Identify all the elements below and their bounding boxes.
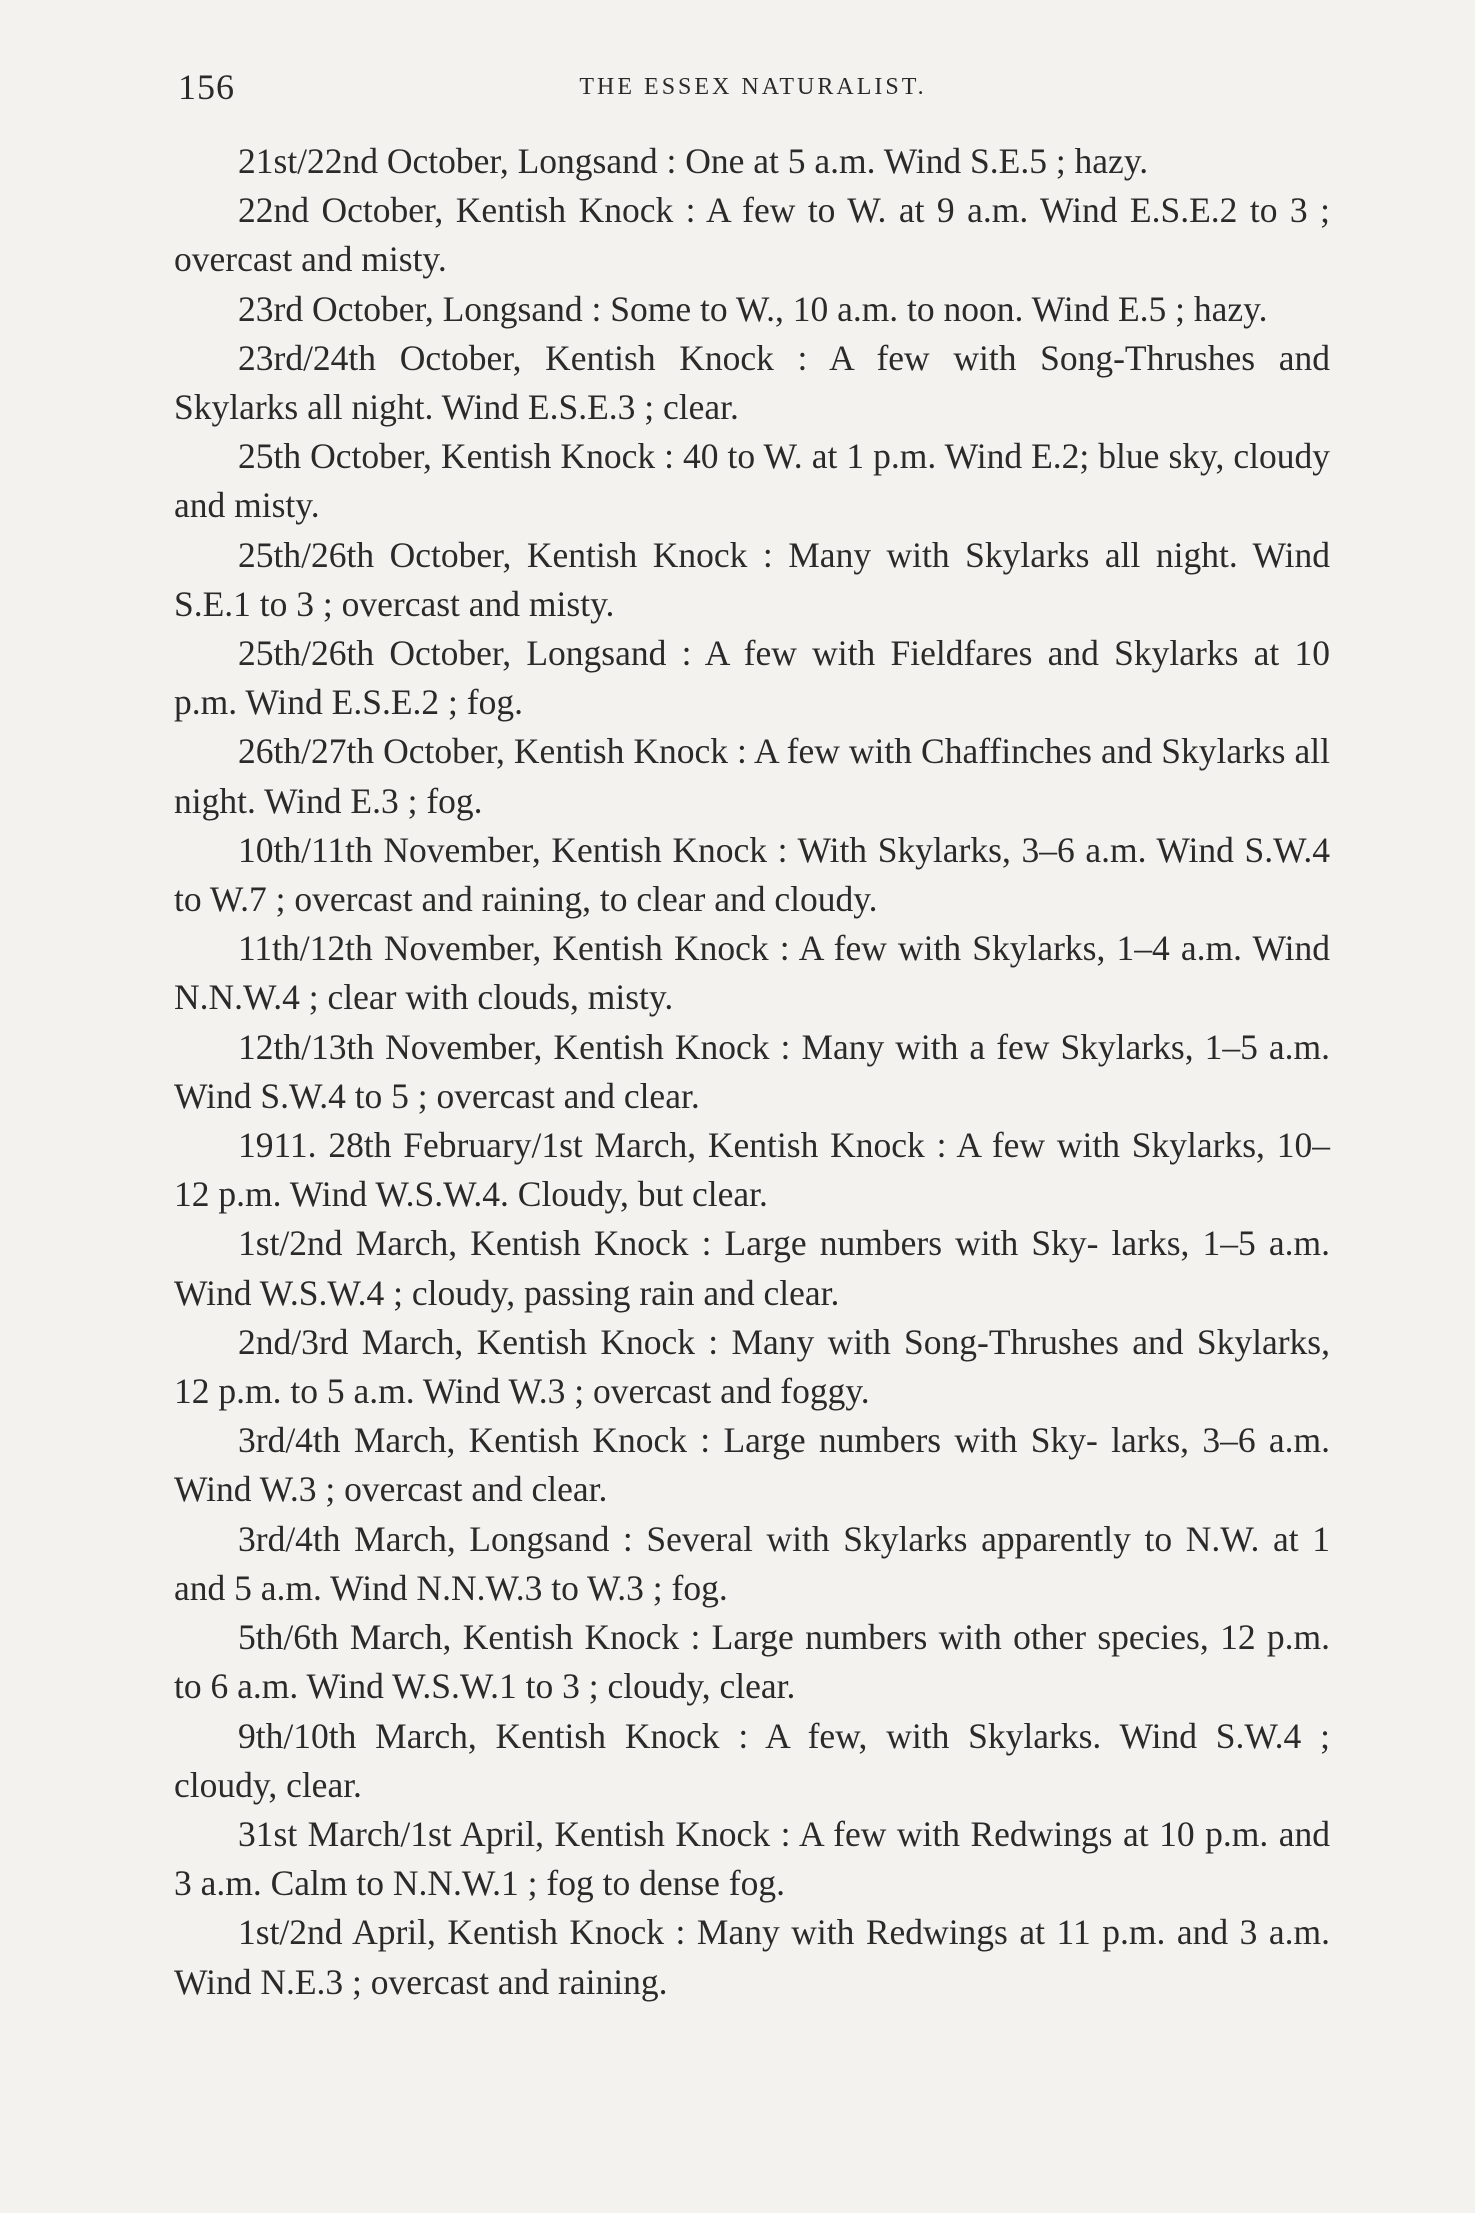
record-entry: 25th October, Kentish Knock : 40 to W. at 1 p.m. Wind E.2; blue sky, cloudy and misty. [174,436,1330,526]
record-entry: 25th/26th October, Longsand : A few with Fieldfares and Skylarks at 10 p.m. Wind E.S.E.2 ; fog. [174,633,1330,723]
record-entry: 12th/13th November, Kentish Knock : Many with a few Skylarks, 1–5 a.m. Wind S.W.4 to 5 ; overcast and clear. [174,1026,1330,1116]
page-header [178,66,1328,118]
record-entry: 22nd October, Kentish Knock : A few to W. at 9 a.m. Wind E.S.E.2 to 3 ; overcast and misty. [174,190,1330,280]
record-entry: 1911. 28th February/1st March, Kentish Knock : A few with Skylarks, 10–12 p.m. Wind W.S.W.4. Cloudy, but clear. [174,1125,1330,1215]
record-entry: 21st/22nd October, Longsand : One at 5 a.m. Wind S.E.5 ; hazy. [238,141,1149,181]
record-entry: 10th/11th November, Kentish Knock : With Skylarks, 3–6 a.m. Wind S.W.4 to W.7 ; overcast and raining, to clear and cloudy. [174,829,1330,920]
page-number: 156 [178,67,235,107]
record-entry: 3rd/4th March, Kentish Knock : Large numbers with Sky- larks, 3–6 a.m. Wind W.3 ; overcast and clear. [174,1420,1330,1510]
record-entry: 3rd/4th March, Longsand : Several with Skylarks apparently to N.W. at 1 and 5 a.m. Wind N.N.W.3 to W.3 ; fog. [174,1518,1330,1608]
running-head: THE ESSEX NATURALIST. [579,74,927,100]
record-entry: 5th/6th March, Kentish Knock : Large numbers with other species, 12 p.m. to 6 a.m. Wind W.S.W.1 to 3 ; cloudy, clear. [174,1617,1330,1707]
record-entry: 2nd/3rd March, Kentish Knock : Many with Song-Thrushes and Skylarks, 12 p.m. to 5 a.m. Wind W.3 ; overcast and foggy. [174,1321,1330,1412]
record-entry: 25th/26th October, Kentish Knock : Many with Skylarks all night. Wind S.E.1 to 3 ; overcast and misty. [174,534,1330,624]
record-entry: 31st March/1st April, Kentish Knock : A few with Redwings at 10 p.m. and 3 a.m. Calm to N.N.W.1 ; fog to dense fog. [174,1813,1330,1904]
migration-records [174,137,1330,2007]
record-entry: 9th/10th March, Kentish Knock : A few, with Skylarks. Wind S.W.4 ; cloudy, clear. [174,1715,1330,1805]
record-entry: 1st/2nd April, Kentish Knock : Many with Redwings at 11 p.m. and 3 a.m. Wind N.E.3 ; overcast and raining. [174,1912,1330,2002]
record-entry: 23rd October, Longsand : Some to W., 10 a.m. to noon. Wind E.5 ; hazy. [238,288,1268,329]
record-entry: 26th/27th October, Kentish Knock : A few with Chaffinches and Skylarks all night. Wind E.3 ; fog. [174,731,1330,821]
record-entry: 11th/12th November, Kentish Knock : A few with Skylarks, 1–4 a.m. Wind N.N.W.4 ; clear with clouds, misty. [174,928,1330,1018]
record-entry: 1st/2nd March, Kentish Knock : Large numbers with Sky- larks, 1–5 a.m. Wind W.S.W.4 ; cloudy, passing rain and clear. [174,1223,1330,1313]
record-entry: 23rd/24th October, Kentish Knock : A few with Song-Thrushes and Skylarks all night. Wind E.S.E.3 ; clear. [174,337,1330,428]
